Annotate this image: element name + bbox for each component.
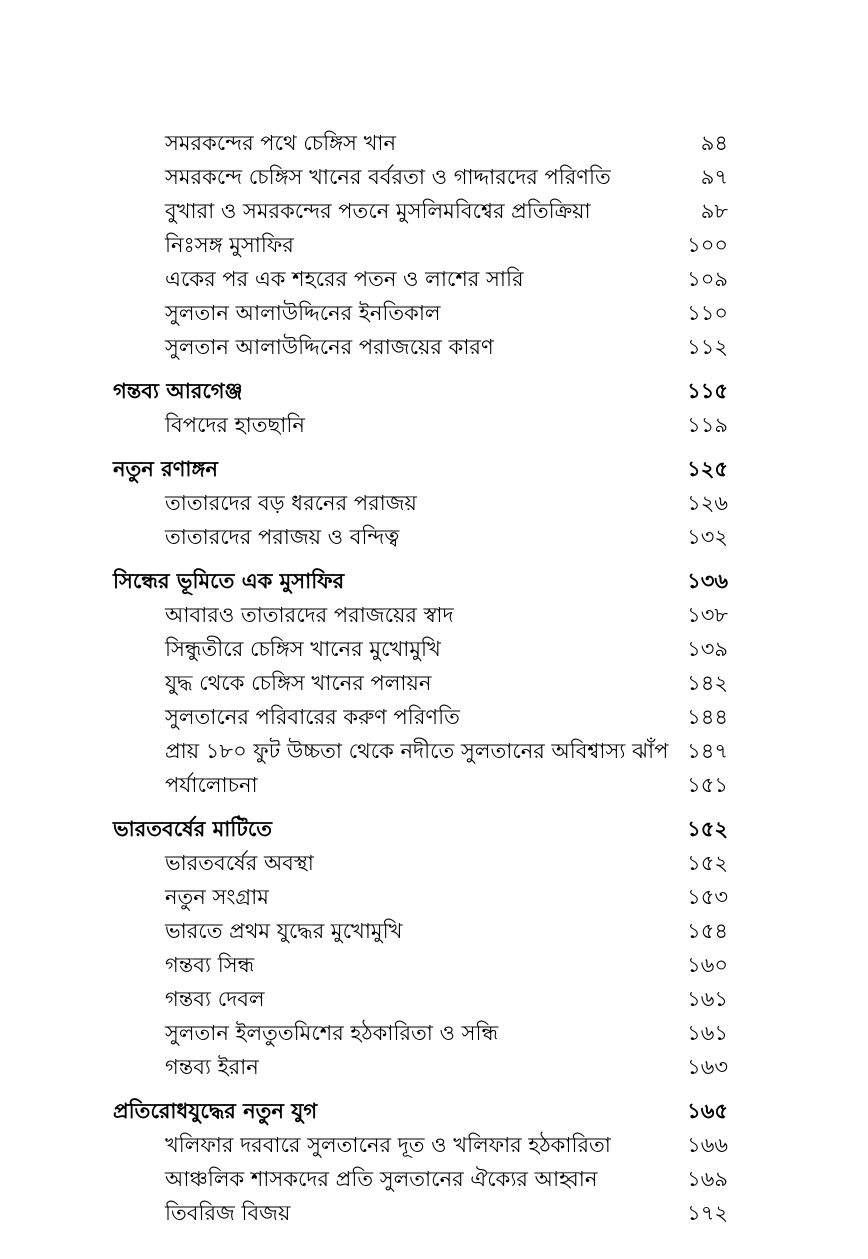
toc-entry-title: ভারতবর্ষের অবস্থা (165, 851, 314, 875)
toc-entry-page: ১১৯ (687, 413, 728, 437)
toc-entry-page: ১৬৩ (687, 1055, 728, 1079)
toc-entry-title: তাতারদের পরাজয় ও বন্দিত্ব (165, 525, 400, 549)
toc-entry-page: ৯৮ (700, 199, 728, 223)
toc-section-title: নতুন রণাঙ্গন (113, 457, 218, 481)
toc-entry-page: ৯৭ (700, 165, 728, 189)
toc-entry-title: নিঃসঙ্গ মুসাফির (165, 233, 294, 257)
toc-entry (0, 982, 868, 1016)
toc-section-page: ১২৫ (687, 457, 728, 481)
toc-entry (0, 1196, 868, 1230)
toc-entry-page: ১৩২ (687, 525, 728, 549)
toc-entry (0, 846, 868, 880)
toc-entry (0, 160, 868, 194)
toc-entry-page: ১২৬ (687, 491, 728, 515)
toc-entry-page: ১৫২ (687, 851, 728, 875)
toc-entry-title: সুলতান ইলতুতমিশের হঠকারিতা ও সন্ধি (165, 1021, 499, 1045)
toc-entry (0, 598, 868, 632)
toc-section-page: ১১৫ (687, 379, 728, 403)
toc-entry (0, 486, 868, 520)
toc-entry-title: পর্যালোচনা (165, 773, 258, 797)
toc-section (0, 564, 868, 598)
toc-entry-title: যুদ্ধ থেকে চেঙ্গিস খানের পলায়ন (165, 671, 432, 695)
toc-entry-title: খলিফার দরবারে সুলতানের দূত ও খলিফার হঠকারিতা (165, 1133, 611, 1157)
toc-entry (0, 1162, 868, 1196)
toc-entry (0, 666, 868, 700)
toc-entry (0, 632, 868, 666)
toc-entry-page: ১০০ (687, 233, 728, 257)
toc-section-page: ১৩৬ (687, 569, 728, 593)
toc-entry-title: সমরকন্দে চেঙ্গিস খানের বর্বরতা ও গাদ্দারদের পরিণতি (165, 165, 611, 189)
toc-entry-title: গন্তব্য ইরান (165, 1055, 259, 1079)
toc-entry-title: প্রায় ১৮০ ফুট উচ্চতা থেকে নদীতে সুলতানের অবিশ্বাস্য ঝাঁপ (165, 739, 669, 763)
toc-entry-title: সিন্ধুতীরে চেঙ্গিস খানের মুখোমুখি (165, 637, 441, 661)
toc-section (0, 1094, 868, 1128)
toc-entry-title: গন্তব্য দেবল (165, 987, 265, 1011)
toc-entry (0, 296, 868, 330)
toc-section-title: প্রতিরোধযুদ্ধের নতুন যুগ (113, 1099, 318, 1123)
toc-entry (0, 408, 868, 442)
toc-entry-page: ১৬১ (687, 1021, 728, 1045)
toc-section (0, 452, 868, 486)
toc-entry-page: ১৬৯ (687, 1167, 728, 1191)
toc-entry (0, 126, 868, 160)
toc-entry (0, 880, 868, 914)
toc-entry-title: বুখারা ও সমরকন্দের পতনে মুসলিমবিশ্বের প্রতিক্রিয়া (165, 199, 591, 223)
toc-entry (0, 768, 868, 802)
toc-entry (0, 520, 868, 554)
toc-entry (0, 914, 868, 948)
toc-entry-page: ১৬০ (687, 953, 728, 977)
toc-section (0, 374, 868, 408)
toc-entry-title: সুলতান আলাউদ্দিনের পরাজয়ের কারণ (165, 335, 494, 359)
toc-section-page: ১৬৫ (687, 1099, 728, 1123)
toc-entry-page: ১৫১ (687, 773, 728, 797)
toc-section-title: গন্তব্য আরগেঞ্জ (113, 379, 243, 403)
toc-entry-page: ৯৪ (700, 131, 728, 155)
toc-entry-page: ১১০ (687, 301, 728, 325)
toc-entry-title: আঞ্চলিক শাসকদের প্রতি সুলতানের ঐক্যের আহ্বান (165, 1167, 598, 1191)
toc-section-title: ভারতবর্ষের মাটিতে (113, 817, 273, 841)
toc-entry-page: ১৭২ (687, 1201, 728, 1225)
toc-entry-page: ১৫৪ (687, 919, 728, 943)
toc-entry-title: তিবরিজ বিজয় (165, 1201, 291, 1225)
toc-entry (0, 228, 868, 262)
toc-entry-title: বিপদের হাতছানি (165, 413, 305, 437)
toc-section-page: ১৫২ (687, 817, 728, 841)
toc-entry (0, 330, 868, 364)
toc-entry-page: ১৪৪ (687, 705, 728, 729)
toc-entry (0, 700, 868, 734)
toc-entry-page: ১৫৩ (687, 885, 728, 909)
toc-entry-title: গন্তব্য সিন্ধ (165, 953, 255, 977)
toc-entry-page: ১১২ (687, 335, 728, 359)
toc-entry-title: সমরকন্দের পথে চেঙ্গিস খান (165, 131, 397, 155)
toc-entry (0, 194, 868, 228)
toc-entry (0, 734, 868, 768)
toc-entry-title: সুলতানের পরিবারের করুণ পরিণতি (165, 705, 460, 729)
toc-entry-title: নতুন সংগ্রাম (165, 885, 269, 909)
toc-entry-page: ১৪৭ (687, 739, 728, 763)
toc-section-title: সিন্ধের ভূমিতে এক মুসাফির (113, 569, 345, 593)
toc-entry-title: আবারও তাতারদের পরাজয়ের স্বাদ (165, 603, 454, 627)
toc-entry (0, 262, 868, 296)
toc-entry (0, 1128, 868, 1162)
toc-entry-page: ১৩৯ (687, 637, 728, 661)
toc-entry (0, 948, 868, 982)
toc-entry-page: ১৪২ (687, 671, 728, 695)
toc-entry-page: ১০৯ (687, 267, 728, 291)
toc-entry-page: ১৬১ (687, 987, 728, 1011)
toc-entry-title: ভারতে প্রথম যুদ্ধের মুখোমুখি (165, 919, 403, 943)
toc-entry-title: সুলতান আলাউদ্দিনের ইনতিকাল (165, 301, 441, 325)
toc-entry-title: তাতারদের বড় ধরনের পরাজয় (165, 491, 417, 515)
toc-entry (0, 1016, 868, 1050)
toc-entry-page: ১৩৮ (687, 603, 728, 627)
toc-entry-page: ১৬৬ (687, 1133, 728, 1157)
toc-entry-title: একের পর এক শহরের পতন ও লাশের সারি (165, 267, 524, 291)
toc-section (0, 812, 868, 846)
toc-entry (0, 1050, 868, 1084)
